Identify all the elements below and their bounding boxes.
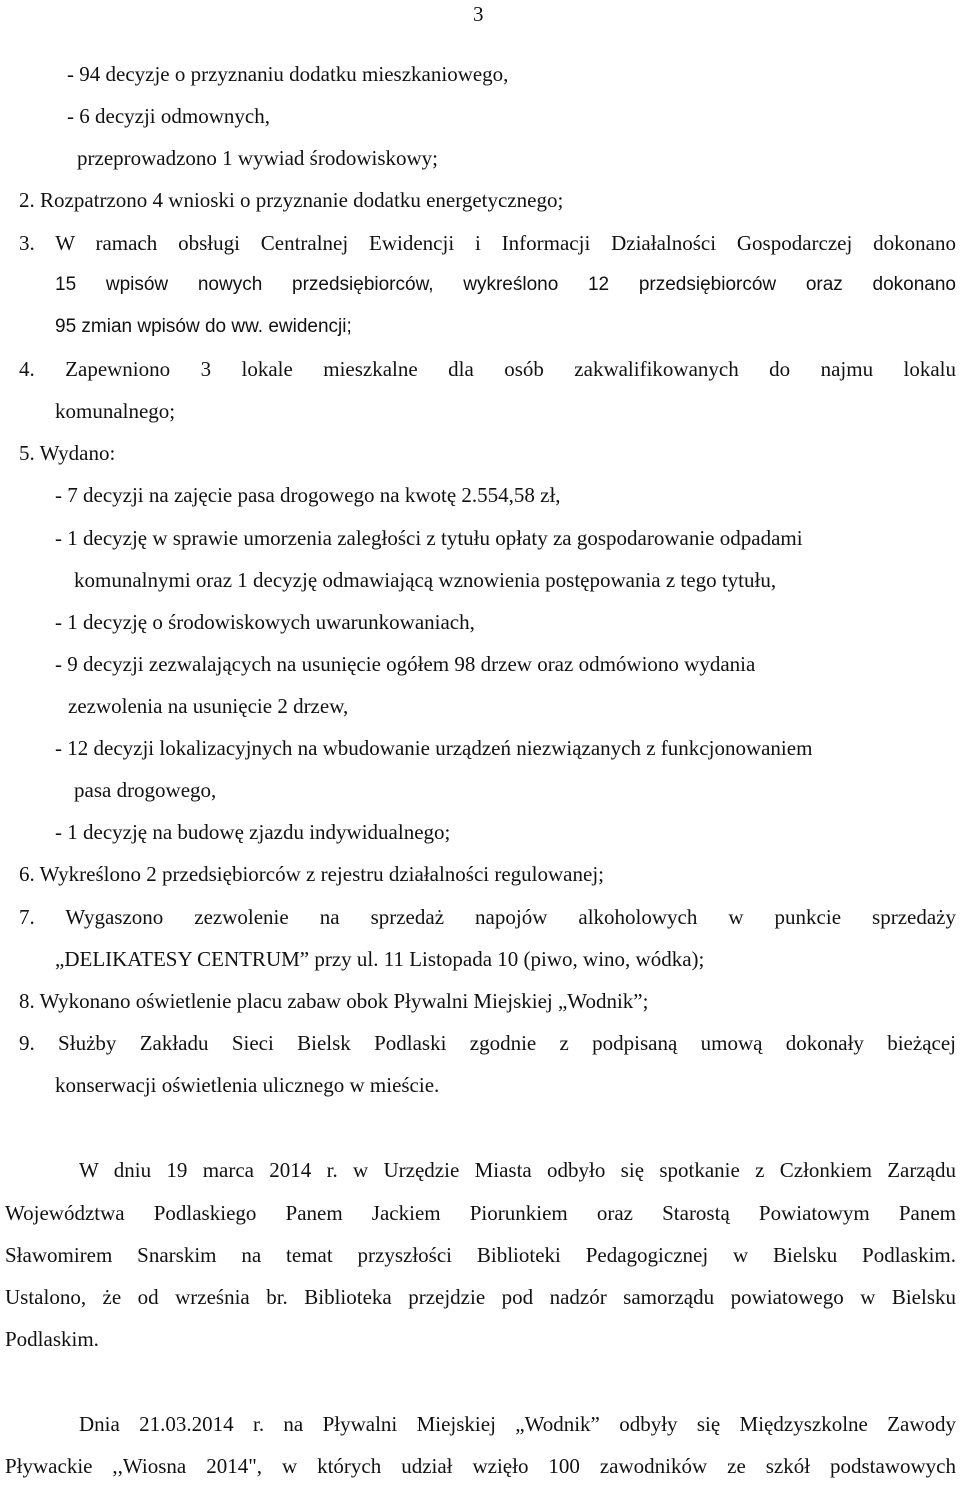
text-line-l30: Podlaskim. (5, 1327, 99, 1351)
text-line-l14: - 1 decyzję o środowiskowych uwarunkowaniach, (55, 610, 475, 634)
text-line-l01: - 94 decyzje o przyznaniu dodatku mieszkaniowego, (67, 62, 509, 86)
text-line-l06: 15 wpisów nowych przedsiębiorców, wykreślono 12 przedsiębiorców oraz dokonano (55, 274, 956, 295)
text-line-l20: 6. Wykreślono 2 przedsiębiorców z rejestru działalności regulowanej; (19, 862, 604, 886)
text-line-l32: Pływackie ,,Wiosna 2014", w których udział wzięło 100 zawodników ze szkół podstawowych (5, 1454, 956, 1478)
text-line-l02: - 6 decyzji odmownych, (67, 104, 270, 128)
text-line-l24: 9. Służby Zakładu Sieci Bielsk Podlaski zgodnie z podpisaną umową dokonały bieżącej (19, 1031, 956, 1055)
text-line-l17: - 12 decyzji lokalizacyjnych na wbudowanie urządzeń niezwiązanych z funkcjonowaniem (55, 736, 813, 760)
text-line-l10: 5. Wydano: (19, 441, 116, 465)
text-line-l23: 8. Wykonano oświetlenie placu zabaw obok Pływalni Miejskiej „Wodnik”; (19, 989, 649, 1013)
text-line-l29: Ustalono, że od września br. Biblioteka przejdzie pod nadzór samorządu powiatowego w Bielsku (5, 1285, 956, 1309)
text-line-l28: Sławomirem Snarskim na temat przyszłości Biblioteki Pedagogicznej w Bielsku Podlaskim. (5, 1243, 956, 1267)
text-line-l31: Dnia 21.03.2014 r. na Pływalni Miejskiej „Wodnik” odbyły się Międzyszkolne Zawody (79, 1412, 956, 1436)
text-line-l09: komunalnego; (55, 399, 176, 423)
text-line-l15: - 9 decyzji zezwalających na usunięcie ogółem 98 drzew oraz odmówiono wydania (55, 652, 756, 676)
text-line-l08: 4. Zapewniono 3 lokale mieszkalne dla osób zakwalifikowanych do najmu lokalu (19, 357, 956, 381)
text-line-l26: W dniu 19 marca 2014 r. w Urzędzie Miasta odbyło się spotkanie z Członkiem Zarządu (79, 1158, 956, 1182)
text-line-l25: konserwacji oświetlenia ulicznego w mieście. (55, 1073, 440, 1097)
text-line-l12: - 1 decyzję w sprawie umorzenia zaległości z tytułu opłaty za gospodarowanie odpadami (55, 526, 803, 550)
text-line-l22: „DELIKATESY CENTRUM” przy ul. 11 Listopada 10 (piwo, wino, wódka); (55, 947, 705, 971)
text-line-l21: 7. Wygaszono zezwolenie na sprzedaż napojów alkoholowych w punkcie sprzedaży (19, 905, 956, 929)
text-line-l16: zezwolenia na usunięcie 2 drzew, (68, 694, 349, 718)
text-line-l03: przeprowadzono 1 wywiad środowiskowy; (77, 146, 439, 170)
text-line-l18: pasa drogowego, (74, 778, 217, 802)
text-line-l07: 95 zmian wpisów do ww. ewidencji; (55, 316, 352, 337)
text-line-l04: 2. Rozpatrzono 4 wnioski o przyznanie dodatku energetycznego; (19, 188, 564, 212)
text-line-l19: - 1 decyzję na budowę zjazdu indywidualnego; (55, 820, 451, 844)
page-number: 3 (473, 2, 484, 26)
text-line-l13: komunalnymi oraz 1 decyzję odmawiającą wznowienia postępowania z tego tytułu, (74, 568, 777, 592)
text-line-l11: - 7 decyzji na zajęcie pasa drogowego na kwotę 2.554,58 zł, (55, 483, 561, 507)
text-line-l05: 3. W ramach obsługi Centralnej Ewidencji i Informacji Działalności Gospodarczej dokonano (19, 231, 956, 255)
text-line-l27: Województwa Podlaskiego Panem Jackiem Piorunkiem oraz Starostą Powiatowym Panem (5, 1201, 956, 1225)
